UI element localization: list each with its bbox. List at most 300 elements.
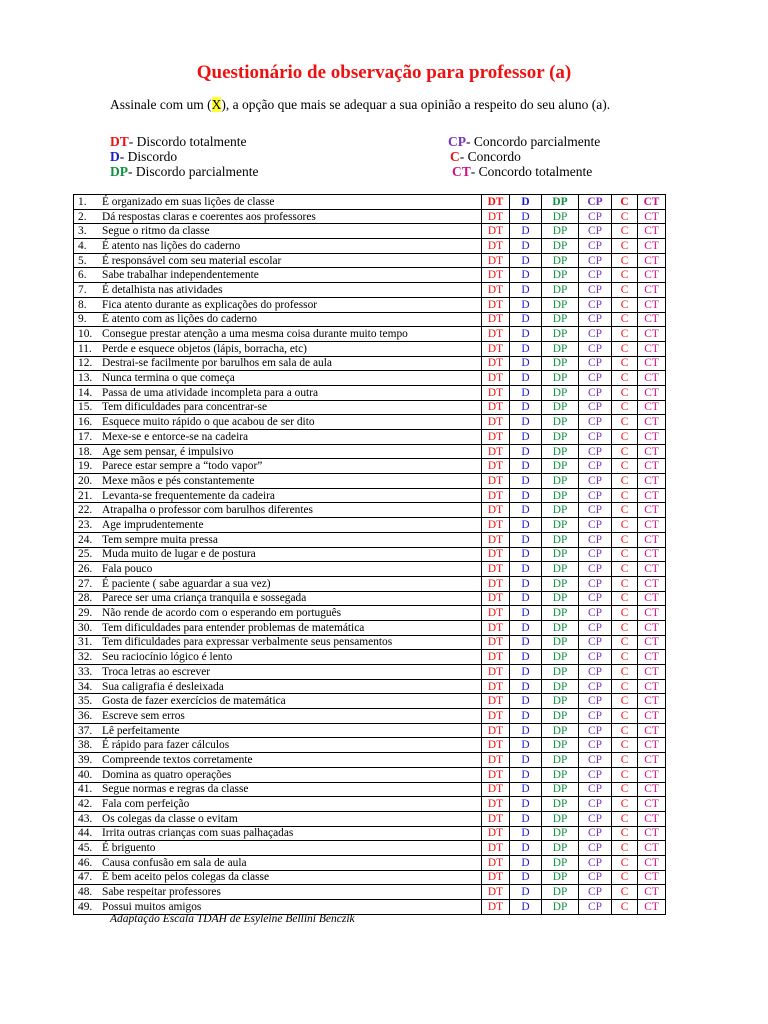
option-d-cell[interactable]: D: [510, 562, 542, 577]
option-d-cell[interactable]: D: [510, 709, 542, 724]
option-ct-cell[interactable]: CT: [638, 782, 666, 797]
option-dt-cell[interactable]: DT: [482, 679, 510, 694]
option-dt-cell[interactable]: DT: [482, 870, 510, 885]
option-d-cell[interactable]: D: [510, 885, 542, 900]
option-cp-cell[interactable]: CP: [579, 385, 612, 400]
option-c-cell[interactable]: C: [612, 268, 638, 283]
option-d-cell[interactable]: D: [510, 209, 542, 224]
option-dp-cell[interactable]: DP: [542, 224, 579, 239]
option-c-cell[interactable]: C: [612, 312, 638, 327]
option-dt-cell[interactable]: DT: [482, 400, 510, 415]
option-ct-cell[interactable]: CT: [638, 547, 666, 562]
option-dt-cell[interactable]: DT: [482, 723, 510, 738]
option-cp-cell[interactable]: CP: [579, 620, 612, 635]
option-c-cell[interactable]: C: [612, 547, 638, 562]
option-ct-cell[interactable]: CT: [638, 327, 666, 342]
option-dt-cell[interactable]: DT: [482, 209, 510, 224]
option-cp-cell[interactable]: CP: [579, 488, 612, 503]
option-dt-cell[interactable]: DT: [482, 620, 510, 635]
option-cp-cell[interactable]: CP: [579, 723, 612, 738]
option-ct-cell[interactable]: CT: [638, 209, 666, 224]
option-c-cell[interactable]: C: [612, 474, 638, 489]
option-cp-cell[interactable]: CP: [579, 224, 612, 239]
option-dp-cell[interactable]: DP: [542, 665, 579, 680]
option-c-cell[interactable]: C: [612, 327, 638, 342]
option-ct-cell[interactable]: CT: [638, 459, 666, 474]
option-cp-cell[interactable]: CP: [579, 767, 612, 782]
option-ct-cell[interactable]: CT: [638, 253, 666, 268]
option-c-cell[interactable]: C: [612, 385, 638, 400]
option-dp-cell[interactable]: DP: [542, 503, 579, 518]
option-cp-cell[interactable]: CP: [579, 753, 612, 768]
option-cp-cell[interactable]: CP: [579, 811, 612, 826]
option-dt-cell[interactable]: DT: [482, 591, 510, 606]
option-dp-cell[interactable]: DP: [542, 782, 579, 797]
option-cp-cell[interactable]: CP: [579, 635, 612, 650]
option-dp-cell[interactable]: DP: [542, 767, 579, 782]
option-cp-cell[interactable]: CP: [579, 209, 612, 224]
option-d-cell[interactable]: D: [510, 782, 542, 797]
option-dt-cell[interactable]: DT: [482, 562, 510, 577]
option-dp-cell[interactable]: DP: [542, 297, 579, 312]
option-ct-cell[interactable]: CT: [638, 239, 666, 254]
option-c-cell[interactable]: C: [612, 841, 638, 856]
option-d-cell[interactable]: D: [510, 635, 542, 650]
option-c-cell[interactable]: C: [612, 209, 638, 224]
option-ct-cell[interactable]: CT: [638, 635, 666, 650]
option-dt-cell[interactable]: DT: [482, 253, 510, 268]
option-dp-cell[interactable]: DP: [542, 209, 579, 224]
option-dp-cell[interactable]: DP: [542, 826, 579, 841]
option-dt-cell[interactable]: DT: [482, 576, 510, 591]
option-ct-cell[interactable]: CT: [638, 518, 666, 533]
legend-code: C: [450, 149, 460, 164]
option-ct-cell[interactable]: CT: [638, 811, 666, 826]
option-dp-cell[interactable]: DP: [542, 253, 579, 268]
option-ct-cell[interactable]: CT: [638, 224, 666, 239]
option-c-cell[interactable]: C: [612, 723, 638, 738]
option-d-cell[interactable]: D: [510, 312, 542, 327]
option-c-cell[interactable]: C: [612, 518, 638, 533]
instruction-after: ), a opção que mais se adequar a sua opinião a respeito do seu aluno (a).: [221, 97, 611, 112]
option-dp-cell[interactable]: DP: [542, 385, 579, 400]
option-d-cell[interactable]: D: [510, 738, 542, 753]
option-d-cell[interactable]: D: [510, 650, 542, 665]
option-c-cell[interactable]: C: [612, 620, 638, 635]
option-cp-cell[interactable]: CP: [579, 430, 612, 445]
option-cp-cell[interactable]: CP: [579, 312, 612, 327]
option-dp-cell[interactable]: DP: [542, 855, 579, 870]
option-dp-cell[interactable]: DP: [542, 900, 579, 915]
option-ct-cell[interactable]: CT: [638, 723, 666, 738]
option-d-cell[interactable]: D: [510, 224, 542, 239]
option-cp-cell[interactable]: CP: [579, 650, 612, 665]
option-d-cell[interactable]: D: [510, 900, 542, 915]
option-cp-cell[interactable]: CP: [579, 532, 612, 547]
option-c-cell[interactable]: C: [612, 488, 638, 503]
option-dt-cell[interactable]: DT: [482, 459, 510, 474]
option-dt-cell[interactable]: DT: [482, 312, 510, 327]
option-d-cell[interactable]: D: [510, 444, 542, 459]
option-dt-cell[interactable]: DT: [482, 753, 510, 768]
option-d-cell[interactable]: D: [510, 268, 542, 283]
option-dp-cell[interactable]: DP: [542, 430, 579, 445]
option-cp-cell[interactable]: CP: [579, 297, 612, 312]
option-dt-cell[interactable]: DT: [482, 635, 510, 650]
option-ct-cell[interactable]: CT: [638, 356, 666, 371]
option-dp-cell[interactable]: DP: [542, 268, 579, 283]
option-dp-cell[interactable]: DP: [542, 620, 579, 635]
option-dp-cell[interactable]: DP: [542, 738, 579, 753]
option-dp-cell[interactable]: DP: [542, 341, 579, 356]
option-dt-cell[interactable]: DT: [482, 224, 510, 239]
option-dt-cell[interactable]: DT: [482, 826, 510, 841]
option-dp-cell[interactable]: DP: [542, 723, 579, 738]
option-ct-cell[interactable]: CT: [638, 195, 666, 210]
option-d-cell[interactable]: D: [510, 532, 542, 547]
option-cp-cell[interactable]: CP: [579, 870, 612, 885]
option-dp-cell[interactable]: DP: [542, 635, 579, 650]
option-cp-cell[interactable]: CP: [579, 591, 612, 606]
question-row: [74, 900, 666, 915]
option-cp-cell[interactable]: CP: [579, 679, 612, 694]
option-cp-cell[interactable]: CP: [579, 371, 612, 386]
option-d-cell[interactable]: D: [510, 400, 542, 415]
option-dp-cell[interactable]: DP: [542, 753, 579, 768]
option-c-cell[interactable]: C: [612, 753, 638, 768]
option-dp-cell[interactable]: DP: [542, 459, 579, 474]
option-dp-cell[interactable]: DP: [542, 650, 579, 665]
option-c-cell[interactable]: C: [612, 650, 638, 665]
option-dt-cell[interactable]: DT: [482, 650, 510, 665]
option-d-cell[interactable]: D: [510, 488, 542, 503]
option-ct-cell[interactable]: CT: [638, 576, 666, 591]
option-cp-cell[interactable]: CP: [579, 239, 612, 254]
option-c-cell[interactable]: C: [612, 341, 638, 356]
option-dt-cell[interactable]: DT: [482, 885, 510, 900]
option-dt-cell[interactable]: DT: [482, 474, 510, 489]
option-dp-cell[interactable]: DP: [542, 547, 579, 562]
option-d-cell[interactable]: D: [510, 694, 542, 709]
option-d-cell[interactable]: D: [510, 459, 542, 474]
option-d-cell[interactable]: D: [510, 327, 542, 342]
option-dt-cell[interactable]: DT: [482, 532, 510, 547]
option-dp-cell[interactable]: DP: [542, 576, 579, 591]
option-ct-cell[interactable]: CT: [638, 679, 666, 694]
option-cp-cell[interactable]: CP: [579, 694, 612, 709]
option-d-cell[interactable]: D: [510, 430, 542, 445]
option-d-cell[interactable]: D: [510, 679, 542, 694]
option-c-cell[interactable]: C: [612, 665, 638, 680]
option-dp-cell[interactable]: DP: [542, 195, 579, 210]
option-ct-cell[interactable]: CT: [638, 591, 666, 606]
option-cp-cell[interactable]: CP: [579, 797, 612, 812]
option-dt-cell[interactable]: DT: [482, 297, 510, 312]
option-cp-cell[interactable]: CP: [579, 459, 612, 474]
option-dt-cell[interactable]: DT: [482, 855, 510, 870]
option-c-cell[interactable]: C: [612, 811, 638, 826]
option-cp-cell[interactable]: CP: [579, 195, 612, 210]
question-text: É bem aceito pelos colegas da classe: [102, 871, 269, 884]
option-d-cell[interactable]: D: [510, 797, 542, 812]
option-ct-cell[interactable]: CT: [638, 753, 666, 768]
option-dp-cell[interactable]: DP: [542, 562, 579, 577]
option-cp-cell[interactable]: CP: [579, 738, 612, 753]
option-dp-cell[interactable]: DP: [542, 488, 579, 503]
option-dp-cell[interactable]: DP: [542, 870, 579, 885]
option-cp-cell[interactable]: CP: [579, 444, 612, 459]
option-ct-cell[interactable]: CT: [638, 283, 666, 298]
option-cp-cell[interactable]: CP: [579, 356, 612, 371]
option-cp-cell[interactable]: CP: [579, 709, 612, 724]
option-d-cell[interactable]: D: [510, 385, 542, 400]
option-cp-cell[interactable]: CP: [579, 782, 612, 797]
option-ct-cell[interactable]: CT: [638, 297, 666, 312]
option-d-cell[interactable]: D: [510, 356, 542, 371]
option-cp-cell[interactable]: CP: [579, 900, 612, 915]
option-ct-cell[interactable]: CT: [638, 532, 666, 547]
option-d-cell[interactable]: D: [510, 253, 542, 268]
option-c-cell[interactable]: C: [612, 870, 638, 885]
option-dt-cell[interactable]: DT: [482, 503, 510, 518]
option-ct-cell[interactable]: CT: [638, 562, 666, 577]
option-ct-cell[interactable]: CT: [638, 620, 666, 635]
option-ct-cell[interactable]: CT: [638, 444, 666, 459]
option-ct-cell[interactable]: CT: [638, 841, 666, 856]
option-ct-cell[interactable]: CT: [638, 826, 666, 841]
option-c-cell[interactable]: C: [612, 738, 638, 753]
option-dt-cell[interactable]: DT: [482, 385, 510, 400]
option-dt-cell[interactable]: DT: [482, 841, 510, 856]
option-dt-cell[interactable]: DT: [482, 811, 510, 826]
option-ct-cell[interactable]: CT: [638, 430, 666, 445]
option-ct-cell[interactable]: CT: [638, 665, 666, 680]
option-dp-cell[interactable]: DP: [542, 591, 579, 606]
option-c-cell[interactable]: C: [612, 635, 638, 650]
option-dp-cell[interactable]: DP: [542, 356, 579, 371]
option-dt-cell[interactable]: DT: [482, 488, 510, 503]
option-c-cell[interactable]: C: [612, 576, 638, 591]
option-c-cell[interactable]: C: [612, 224, 638, 239]
option-c-cell[interactable]: C: [612, 562, 638, 577]
option-dt-cell[interactable]: DT: [482, 738, 510, 753]
option-c-cell[interactable]: C: [612, 283, 638, 298]
option-cp-cell[interactable]: CP: [579, 283, 612, 298]
option-dp-cell[interactable]: DP: [542, 518, 579, 533]
option-d-cell[interactable]: D: [510, 341, 542, 356]
option-ct-cell[interactable]: CT: [638, 312, 666, 327]
option-c-cell[interactable]: C: [612, 444, 638, 459]
option-cp-cell[interactable]: CP: [579, 341, 612, 356]
question-text: Mexe-se e entorce-se na cadeira: [102, 430, 249, 443]
option-dt-cell[interactable]: DT: [482, 327, 510, 342]
question-row: [74, 782, 666, 797]
option-d-cell[interactable]: D: [510, 518, 542, 533]
option-c-cell[interactable]: C: [612, 297, 638, 312]
option-d-cell[interactable]: D: [510, 826, 542, 841]
option-c-cell[interactable]: C: [612, 797, 638, 812]
option-ct-cell[interactable]: CT: [638, 694, 666, 709]
option-ct-cell[interactable]: CT: [638, 400, 666, 415]
option-cp-cell[interactable]: CP: [579, 503, 612, 518]
option-dp-cell[interactable]: DP: [542, 811, 579, 826]
option-dp-cell[interactable]: DP: [542, 415, 579, 430]
option-d-cell[interactable]: D: [510, 503, 542, 518]
option-dt-cell[interactable]: DT: [482, 665, 510, 680]
option-dt-cell[interactable]: DT: [482, 268, 510, 283]
option-dp-cell[interactable]: DP: [542, 841, 579, 856]
option-d-cell[interactable]: D: [510, 811, 542, 826]
option-c-cell[interactable]: C: [612, 239, 638, 254]
option-cp-cell[interactable]: CP: [579, 415, 612, 430]
option-d-cell[interactable]: D: [510, 606, 542, 621]
option-d-cell[interactable]: D: [510, 620, 542, 635]
option-dt-cell[interactable]: DT: [482, 283, 510, 298]
option-cp-cell[interactable]: CP: [579, 885, 612, 900]
option-dp-cell[interactable]: DP: [542, 474, 579, 489]
option-c-cell[interactable]: C: [612, 679, 638, 694]
option-dp-cell[interactable]: DP: [542, 797, 579, 812]
option-dt-cell[interactable]: DT: [482, 430, 510, 445]
option-d-cell[interactable]: D: [510, 239, 542, 254]
option-cp-cell[interactable]: CP: [579, 253, 612, 268]
option-dp-cell[interactable]: DP: [542, 679, 579, 694]
option-cp-cell[interactable]: CP: [579, 474, 612, 489]
option-dt-cell[interactable]: DT: [482, 709, 510, 724]
option-c-cell[interactable]: C: [612, 430, 638, 445]
option-dp-cell[interactable]: DP: [542, 312, 579, 327]
option-cp-cell[interactable]: CP: [579, 327, 612, 342]
option-c-cell[interactable]: C: [612, 356, 638, 371]
option-dt-cell[interactable]: DT: [482, 694, 510, 709]
option-dp-cell[interactable]: DP: [542, 885, 579, 900]
option-dp-cell[interactable]: DP: [542, 400, 579, 415]
option-c-cell[interactable]: C: [612, 826, 638, 841]
option-cp-cell[interactable]: CP: [579, 665, 612, 680]
option-dt-cell[interactable]: DT: [482, 797, 510, 812]
option-c-cell[interactable]: C: [612, 503, 638, 518]
option-c-cell[interactable]: C: [612, 606, 638, 621]
option-c-cell[interactable]: C: [612, 253, 638, 268]
option-dt-cell[interactable]: DT: [482, 782, 510, 797]
option-d-cell[interactable]: D: [510, 665, 542, 680]
option-c-cell[interactable]: C: [612, 532, 638, 547]
option-dp-cell[interactable]: DP: [542, 239, 579, 254]
option-cp-cell[interactable]: CP: [579, 547, 612, 562]
option-cp-cell[interactable]: CP: [579, 841, 612, 856]
option-d-cell[interactable]: D: [510, 283, 542, 298]
option-d-cell[interactable]: D: [510, 870, 542, 885]
option-dt-cell[interactable]: DT: [482, 900, 510, 915]
option-c-cell[interactable]: C: [612, 371, 638, 386]
option-d-cell[interactable]: D: [510, 474, 542, 489]
option-dp-cell[interactable]: DP: [542, 532, 579, 547]
option-dt-cell[interactable]: DT: [482, 371, 510, 386]
option-c-cell[interactable]: C: [612, 885, 638, 900]
option-d-cell[interactable]: D: [510, 841, 542, 856]
option-d-cell[interactable]: D: [510, 767, 542, 782]
option-ct-cell[interactable]: CT: [638, 503, 666, 518]
option-c-cell[interactable]: C: [612, 782, 638, 797]
option-ct-cell[interactable]: CT: [638, 385, 666, 400]
option-c-cell[interactable]: C: [612, 400, 638, 415]
option-ct-cell[interactable]: CT: [638, 371, 666, 386]
option-c-cell[interactable]: C: [612, 415, 638, 430]
option-c-cell[interactable]: C: [612, 694, 638, 709]
option-ct-cell[interactable]: CT: [638, 474, 666, 489]
option-d-cell[interactable]: D: [510, 415, 542, 430]
option-dt-cell[interactable]: DT: [482, 767, 510, 782]
option-dt-cell[interactable]: DT: [482, 356, 510, 371]
option-d-cell[interactable]: D: [510, 855, 542, 870]
option-dt-cell[interactable]: DT: [482, 195, 510, 210]
option-ct-cell[interactable]: CT: [638, 488, 666, 503]
option-dp-cell[interactable]: DP: [542, 444, 579, 459]
option-dp-cell[interactable]: DP: [542, 327, 579, 342]
option-c-cell[interactable]: C: [612, 195, 638, 210]
option-dt-cell[interactable]: DT: [482, 518, 510, 533]
option-ct-cell[interactable]: CT: [638, 268, 666, 283]
option-cp-cell[interactable]: CP: [579, 268, 612, 283]
option-d-cell[interactable]: D: [510, 195, 542, 210]
option-ct-cell[interactable]: CT: [638, 650, 666, 665]
option-ct-cell[interactable]: CT: [638, 870, 666, 885]
option-c-cell[interactable]: C: [612, 591, 638, 606]
option-c-cell[interactable]: C: [612, 900, 638, 915]
option-d-cell[interactable]: D: [510, 591, 542, 606]
option-ct-cell[interactable]: CT: [638, 341, 666, 356]
option-cp-cell[interactable]: CP: [579, 826, 612, 841]
option-dt-cell[interactable]: DT: [482, 547, 510, 562]
option-dt-cell[interactable]: DT: [482, 239, 510, 254]
option-ct-cell[interactable]: CT: [638, 738, 666, 753]
option-c-cell[interactable]: C: [612, 709, 638, 724]
option-cp-cell[interactable]: CP: [579, 576, 612, 591]
option-cp-cell[interactable]: CP: [579, 855, 612, 870]
option-d-cell[interactable]: D: [510, 547, 542, 562]
option-dp-cell[interactable]: DP: [542, 709, 579, 724]
option-ct-cell[interactable]: CT: [638, 855, 666, 870]
option-ct-cell[interactable]: CT: [638, 900, 666, 915]
option-cp-cell[interactable]: CP: [579, 606, 612, 621]
option-ct-cell[interactable]: CT: [638, 415, 666, 430]
option-c-cell[interactable]: C: [612, 855, 638, 870]
option-dt-cell[interactable]: DT: [482, 606, 510, 621]
option-ct-cell[interactable]: CT: [638, 797, 666, 812]
option-d-cell[interactable]: D: [510, 576, 542, 591]
option-dt-cell[interactable]: DT: [482, 444, 510, 459]
option-c-cell[interactable]: C: [612, 459, 638, 474]
option-dp-cell[interactable]: DP: [542, 606, 579, 621]
option-dt-cell[interactable]: DT: [482, 341, 510, 356]
option-d-cell[interactable]: D: [510, 723, 542, 738]
option-cp-cell[interactable]: CP: [579, 400, 612, 415]
option-d-cell[interactable]: D: [510, 371, 542, 386]
option-d-cell[interactable]: D: [510, 753, 542, 768]
option-cp-cell[interactable]: CP: [579, 518, 612, 533]
option-cp-cell[interactable]: CP: [579, 562, 612, 577]
option-ct-cell[interactable]: CT: [638, 606, 666, 621]
option-dp-cell[interactable]: DP: [542, 694, 579, 709]
option-ct-cell[interactable]: CT: [638, 709, 666, 724]
option-dp-cell[interactable]: DP: [542, 371, 579, 386]
option-d-cell[interactable]: D: [510, 297, 542, 312]
option-ct-cell[interactable]: CT: [638, 885, 666, 900]
option-dp-cell[interactable]: DP: [542, 283, 579, 298]
option-ct-cell[interactable]: CT: [638, 767, 666, 782]
option-c-cell[interactable]: C: [612, 767, 638, 782]
option-dt-cell[interactable]: DT: [482, 415, 510, 430]
